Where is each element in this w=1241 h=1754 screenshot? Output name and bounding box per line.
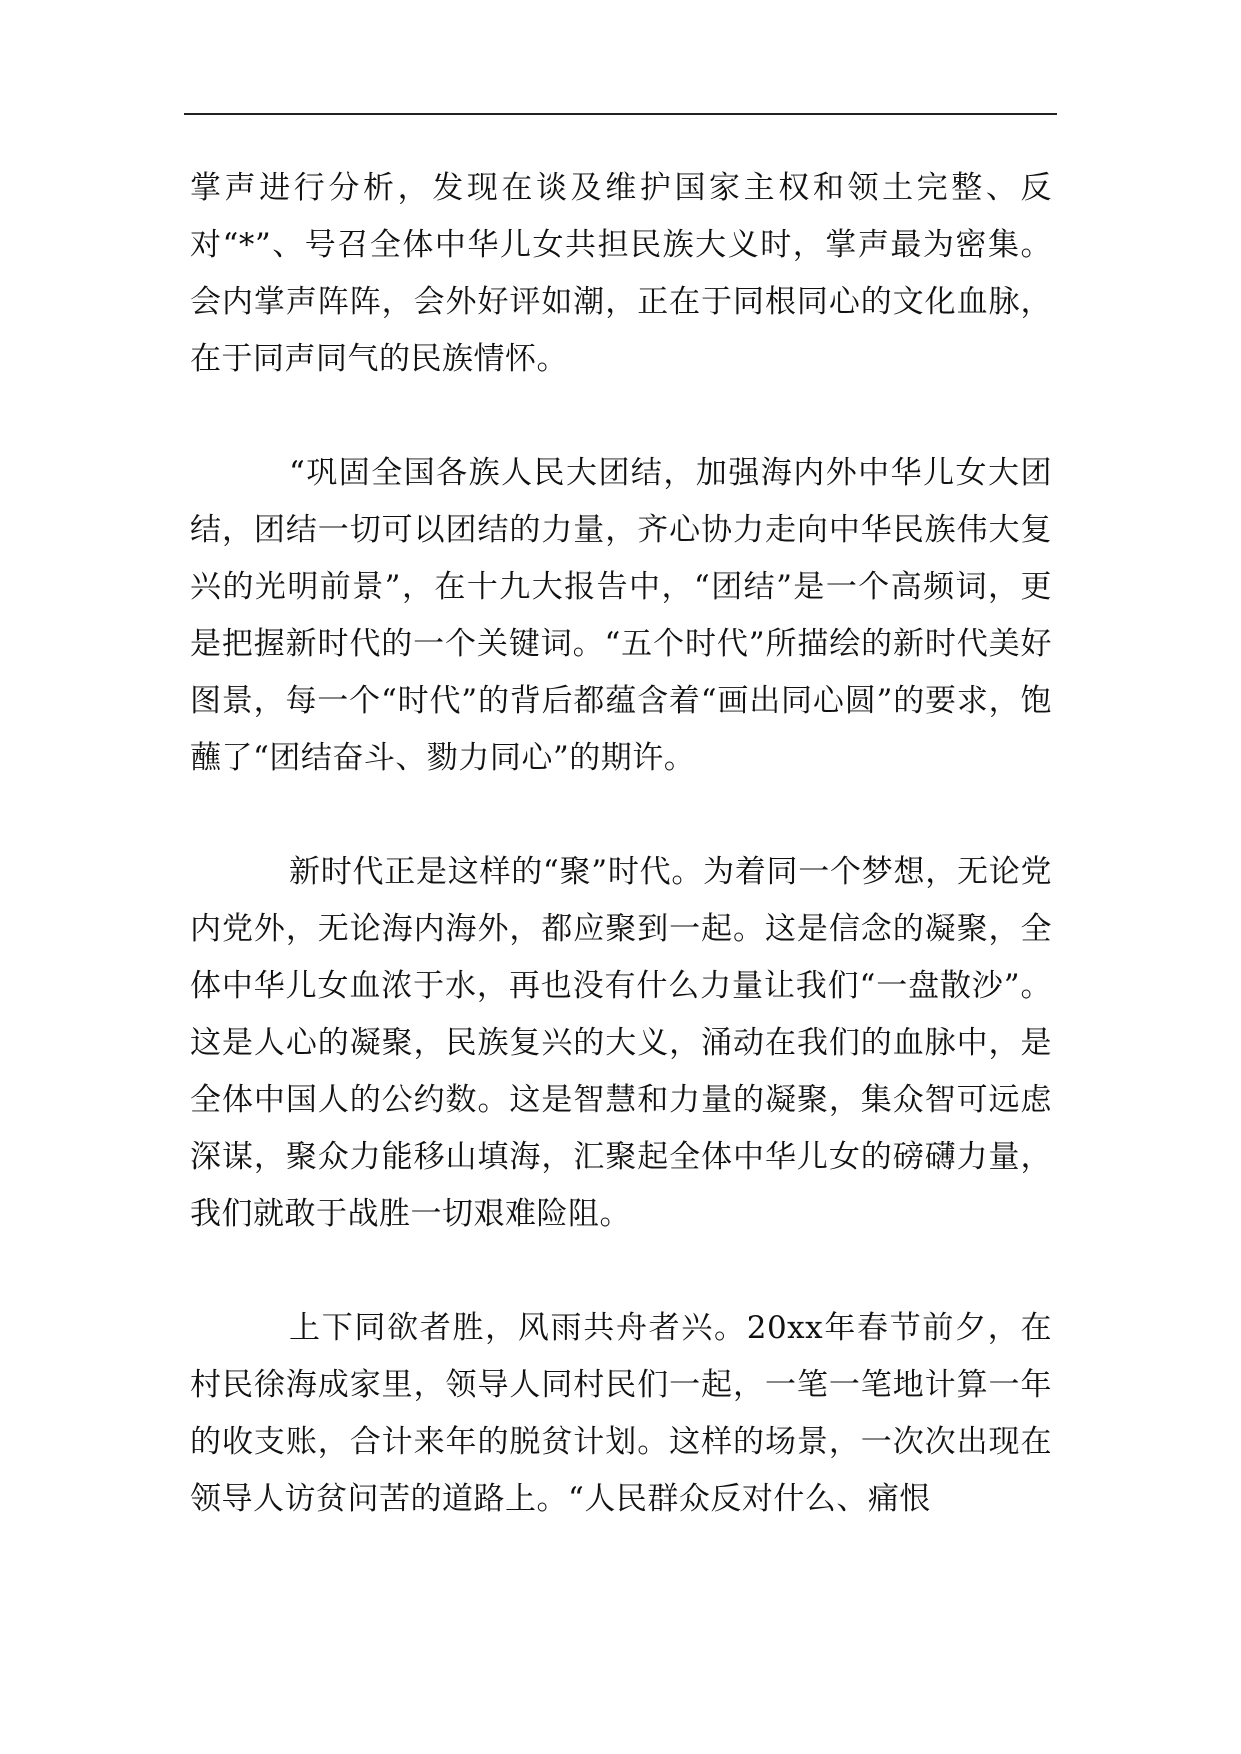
paragraph-4: 上下同欲者胜，风雨共舟者兴。20xx年春节前夕，在村民徐海成家里，领导人同村民们一起，一笔一笔地计算一年的收支账，合计来年的脱贫计划。这样的场景，一次次出现在领导人访贫问苦的道路上。“人民群众反对什么、痛恨	[190, 1310, 1052, 1517]
paragraph-gap	[190, 1243, 1052, 1300]
document-body	[190, 160, 1052, 1528]
paragraph-gap	[190, 787, 1052, 844]
paragraph-3: 新时代正是这样的“聚”时代。为着同一个梦想，无论党内党外，无论海内海外，都应聚到一起。这是信念的凝聚，全体中华儿女血浓于水，再也没有什么力量让我们“一盘散沙”。这是人心的凝聚，民族复兴的大义，涌动在我们的血脉中，是全体中国人的公约数。这是智慧和力量的凝聚，集众智可远虑深谋，聚众力能移山填海，汇聚起全体中华儿女的磅礴力量，我们就敢于战胜一切艰难险阻。	[190, 854, 1052, 1232]
paragraph-2: “巩固全国各族人民大团结，加强海内外中华儿女大团结，团结一切可以团结的力量，齐心协力走向中华民族伟大复兴的光明前景”，在十九大报告中，“团结”是一个高频词，更是把握新时代的一个关键词。“五个时代”所描绘的新时代美好图景，每一个“时代”的背后都蕴含着“画出同心圆”的要求，饱蘸了“团结奋斗、勠力同心”的期许。	[190, 455, 1052, 776]
paragraph-1: 掌声进行分析，发现在谈及维护国家主权和领土完整、反对“*”、号召全体中华儿女共担民族大义时，掌声最为密集。会内掌声阵阵，会外好评如潮，正在于同根同心的文化血脉，在于同声同气的民族情怀。	[190, 170, 1052, 377]
header-rule	[184, 113, 1057, 115]
paragraph-gap	[190, 388, 1052, 445]
